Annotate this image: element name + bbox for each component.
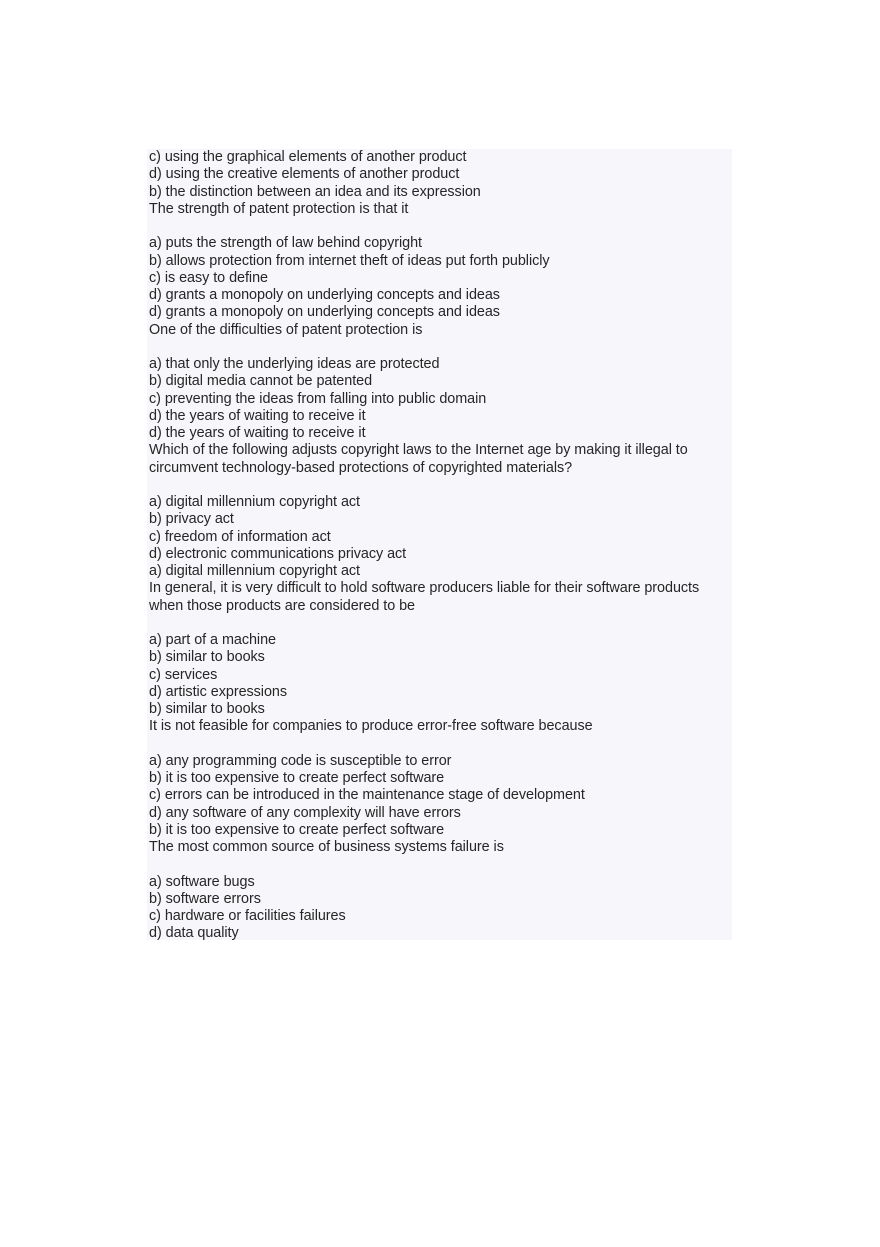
option-line: b) software errors	[149, 890, 261, 907]
question-line: circumvent technology-based protections of copyrighted materials?	[149, 459, 573, 476]
option-line: c) preventing the ideas from falling into public domain	[149, 390, 487, 407]
option-line: d) data quality	[149, 925, 239, 942]
option-line: d) grants a monopoly on underlying concepts and ideas	[149, 287, 500, 303]
blank-line	[149, 477, 732, 494]
question-line: Which of the following adjusts copyright laws to the Internet age by making it illegal to	[149, 442, 688, 459]
question-line: One of the difficulties of patent protection is	[149, 321, 423, 338]
option-line: c) services	[149, 666, 218, 683]
option-line: d) any software of any complexity will have errors	[149, 804, 461, 821]
option-line: b) similar to books	[149, 649, 265, 666]
option-line: a) puts the strength of law behind copyright	[149, 235, 422, 252]
answer-line: b) the distinction between an idea and its expression	[149, 183, 481, 200]
option-line: b) digital media cannot be patented	[149, 373, 373, 390]
option-line: c) hardware or facilities failures	[149, 908, 346, 924]
answer-line: c) using the graphical elements of another product	[149, 149, 467, 165]
question-line: when those products are considered to be	[149, 597, 415, 614]
option-line: b) it is too expensive to create perfect software	[149, 770, 445, 786]
question-line: The strength of patent protection is that it	[149, 200, 409, 217]
quiz-text-block	[147, 149, 732, 940]
answer-line: d) grants a monopoly on underlying concepts and ideas	[149, 304, 500, 321]
blank-line	[149, 736, 732, 753]
answer-line: d) using the creative elements of another product	[149, 166, 460, 183]
question-line: The most common source of business systems failure is	[149, 839, 504, 855]
question-line: In general, it is very difficult to hold software producers liable for their software products	[149, 580, 700, 597]
option-line: a) software bugs	[149, 873, 255, 890]
option-line: d) artistic expressions	[149, 683, 288, 700]
option-line: d) the years of waiting to receive it	[149, 407, 366, 424]
option-line: a) digital millennium copyright act	[149, 494, 361, 510]
answer-line: a) digital millennium copyright act	[149, 563, 361, 579]
option-line: c) freedom of information act	[149, 528, 331, 545]
answer-line: d) the years of waiting to receive it	[149, 425, 366, 441]
blank-line	[149, 856, 732, 873]
text-lines	[149, 149, 732, 943]
option-line: a) part of a machine	[149, 632, 276, 648]
blank-line	[149, 339, 732, 356]
option-line: c) is easy to define	[149, 269, 268, 286]
blank-line	[149, 218, 732, 235]
option-line: b) privacy act	[149, 511, 234, 528]
question-line: It is not feasible for companies to produce error-free software because	[149, 718, 593, 735]
answer-line: b) it is too expensive to create perfect software	[149, 821, 445, 838]
option-line: d) electronic communications privacy act	[149, 545, 407, 562]
option-line: a) that only the underlying ideas are protected	[149, 356, 440, 372]
option-line: c) errors can be introduced in the maintenance stage of development	[149, 787, 585, 804]
answer-line: b) similar to books	[149, 701, 265, 717]
blank-line	[149, 615, 732, 632]
option-line: a) any programming code is susceptible to error	[149, 752, 452, 769]
option-line: b) allows protection from internet theft of ideas put forth publicly	[149, 252, 550, 269]
